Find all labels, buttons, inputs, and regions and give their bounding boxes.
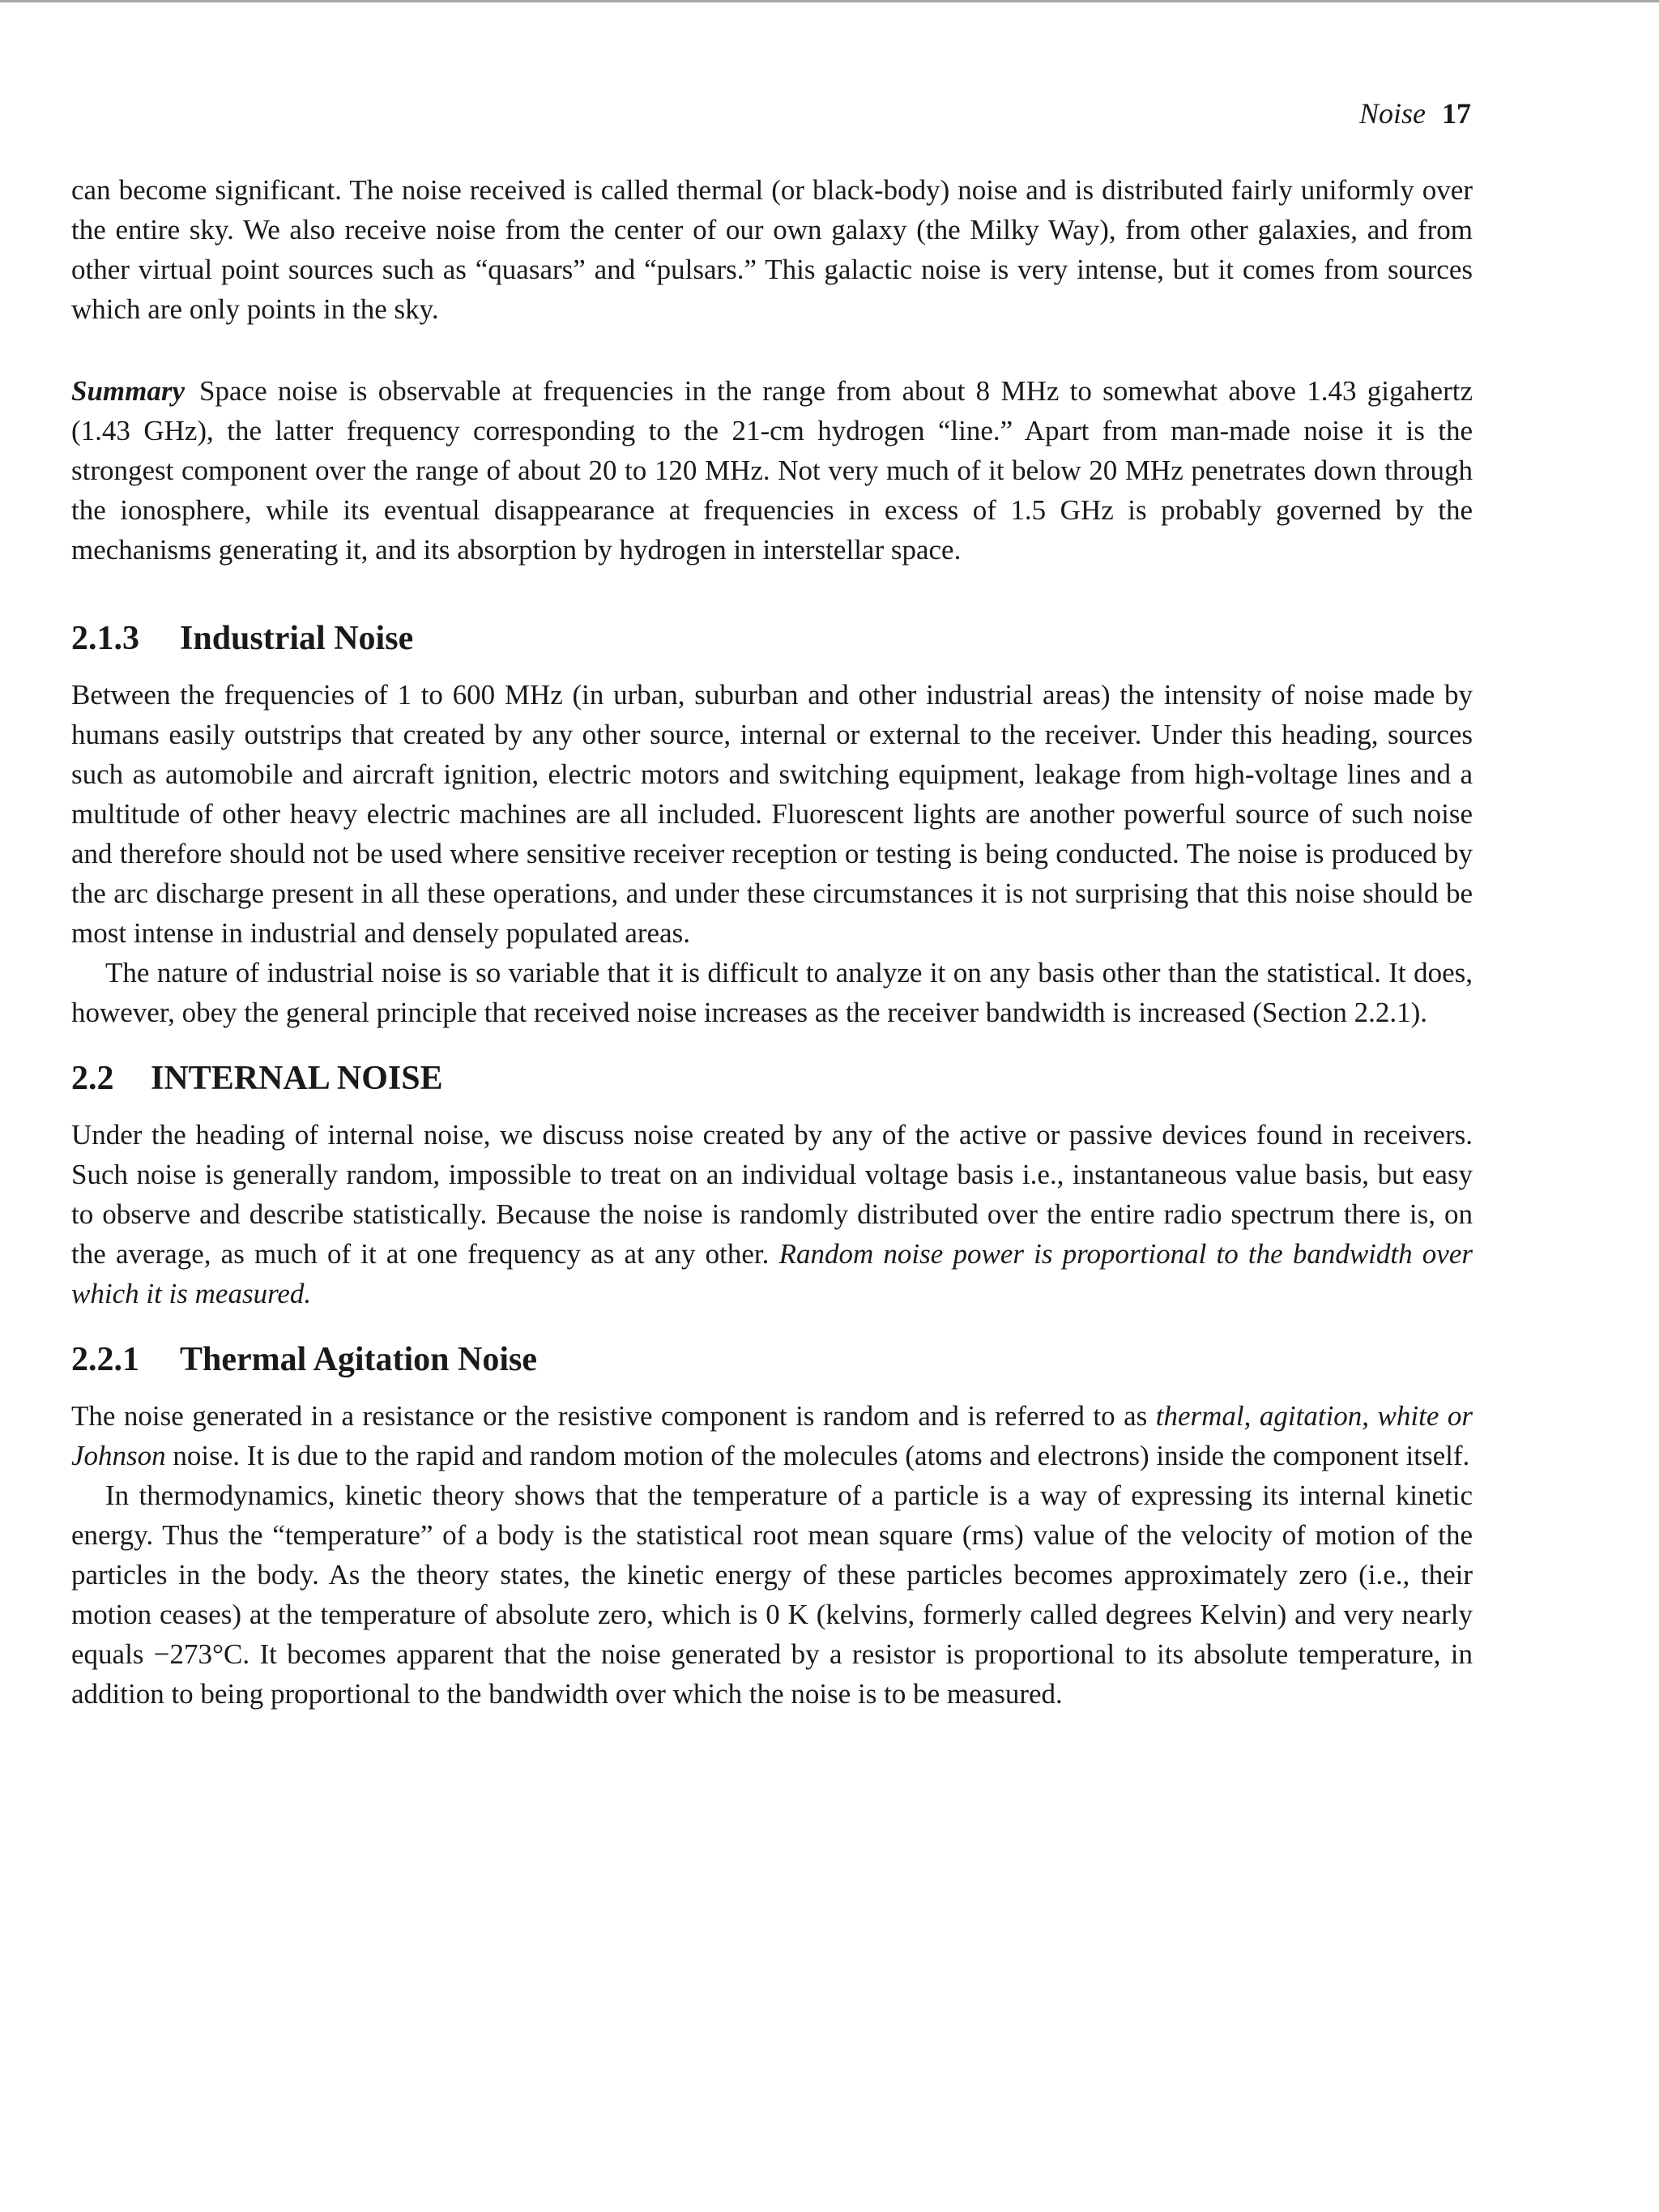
intro-paragraph: can become significant. The noise received is called thermal (or black-body) noise and is distributed fairly uniformly over the entire sky. We also receive noise from the center of our own galaxy (the Milky Way), from other galaxies, and from other virtual point sources such as “quasars” and “pulsars.” This galactic noise is very intense, but it comes from sources which are only points in the sky. xyxy=(71,174,1473,325)
section-heading-2-2-1 xyxy=(71,1338,1473,1381)
section-number: 2.2 xyxy=(71,1060,114,1097)
thermal-text-start: The noise generated in a resistance or the resistive component is random and is referred to as xyxy=(71,1400,1148,1432)
summary-label: Summary xyxy=(71,375,186,407)
section-heading-2-1-3 xyxy=(71,617,1473,660)
thermal-paragraph-2: In thermodynamics, kinetic theory shows that the temperature of a particle is a way of expressing its internal kinetic energy. Thus the “temperature” of a body is the statistical root mean square (rms) value of the velocity of motion of the particles in the body. As the theory states, the kinetic energy of these particles becomes approximately zero (i.e., their motion ceases) at the temperature of absolute zero, which is 0 K (kelvins, formerly called degrees Kelvin) and very nearly equals −273°C. It becomes apparent that the noise generated by a resistor is proportional to its absolute temperature, in addition to being proportional to the bandwidth over which the noise is to be measured. xyxy=(71,1480,1473,1710)
section-number: 2.1.3 xyxy=(71,620,139,657)
summary-paragraph xyxy=(71,371,1473,570)
summary-text: Space noise is observable at frequencies in the range from about 8 MHz to somewhat above 1.43 gigahertz (1.43 GHz), the latter frequency corresponding to the 21-cm hydrogen “line.” Apart from man-made noise it is the strongest component over the range of about 20 to 120 MHz. Not very much of it below 20 MHz penetrates down through the ionosphere, while its eventual disappearance at frequencies in excess of 1.5 GHz is probably governed by the mechanisms generating it, and its absorption by hydrogen in interstellar space. xyxy=(71,375,1473,566)
running-head-title: Noise xyxy=(1358,97,1426,130)
thermal-terms: thermal, agitation, white or Johnson xyxy=(71,1400,1473,1471)
industrial-paragraph-2: The nature of industrial noise is so variable that it is difficult to analyze it on any basis other than the statistical. It does, however, obey the general principle that received noise increases as the receiver bandwidth is increased (Section 2.2.1). xyxy=(71,957,1473,1028)
section-title: Thermal Agitation Noise xyxy=(180,1341,537,1378)
section-title: INTERNAL NOISE xyxy=(151,1060,443,1097)
internal-noise-emphasis: Random noise power is proportional to the bandwidth over which it is measured. xyxy=(71,1238,1473,1309)
internal-noise-text: Under the heading of internal noise, we discuss noise created by any of the active or passive devices found in receivers. Such noise is generally random, impossible to treat on an individual voltage basis i.e., instantaneous value basis, but easy to observe and describe statistically. Because the noise is randomly distributed over the entire radio spectrum there is, on the average, as much of it at one frequency as at any other. xyxy=(71,1119,1473,1270)
thermal-paragraph-1 xyxy=(71,1396,1473,1475)
page-body xyxy=(71,89,1473,1714)
internal-noise-paragraph xyxy=(71,1115,1473,1313)
section-heading-2-2 xyxy=(71,1057,1473,1100)
section-title: Industrial Noise xyxy=(180,620,414,657)
scan-top-edge xyxy=(0,0,1659,2)
thermal-text-end: noise. It is due to the rapid and random motion of the molecules (atoms and electrons) inside the component itself. xyxy=(173,1440,1470,1471)
industrial-paragraph-1: Between the frequencies of 1 to 600 MHz (in urban, suburban and other industrial areas) the intensity of noise made by humans easily outstrips that created by any other source, internal or external to the receiver. Under this heading, sources such as automobile and aircraft ignition, electric motors and switching equipment, leakage from high-voltage lines and a multitude of other heavy electric machines are all included. Fluorescent lights are another powerful source of such noise and therefore should not be used where sensitive receiver reception or testing is being conducted. The noise is produced by the arc discharge present in all these operations, and under these circumstances it is not surprising that this noise should be most intense in industrial and densely populated areas. xyxy=(71,679,1473,949)
section-number: 2.2.1 xyxy=(71,1341,139,1378)
page-number: 17 xyxy=(1442,97,1471,130)
